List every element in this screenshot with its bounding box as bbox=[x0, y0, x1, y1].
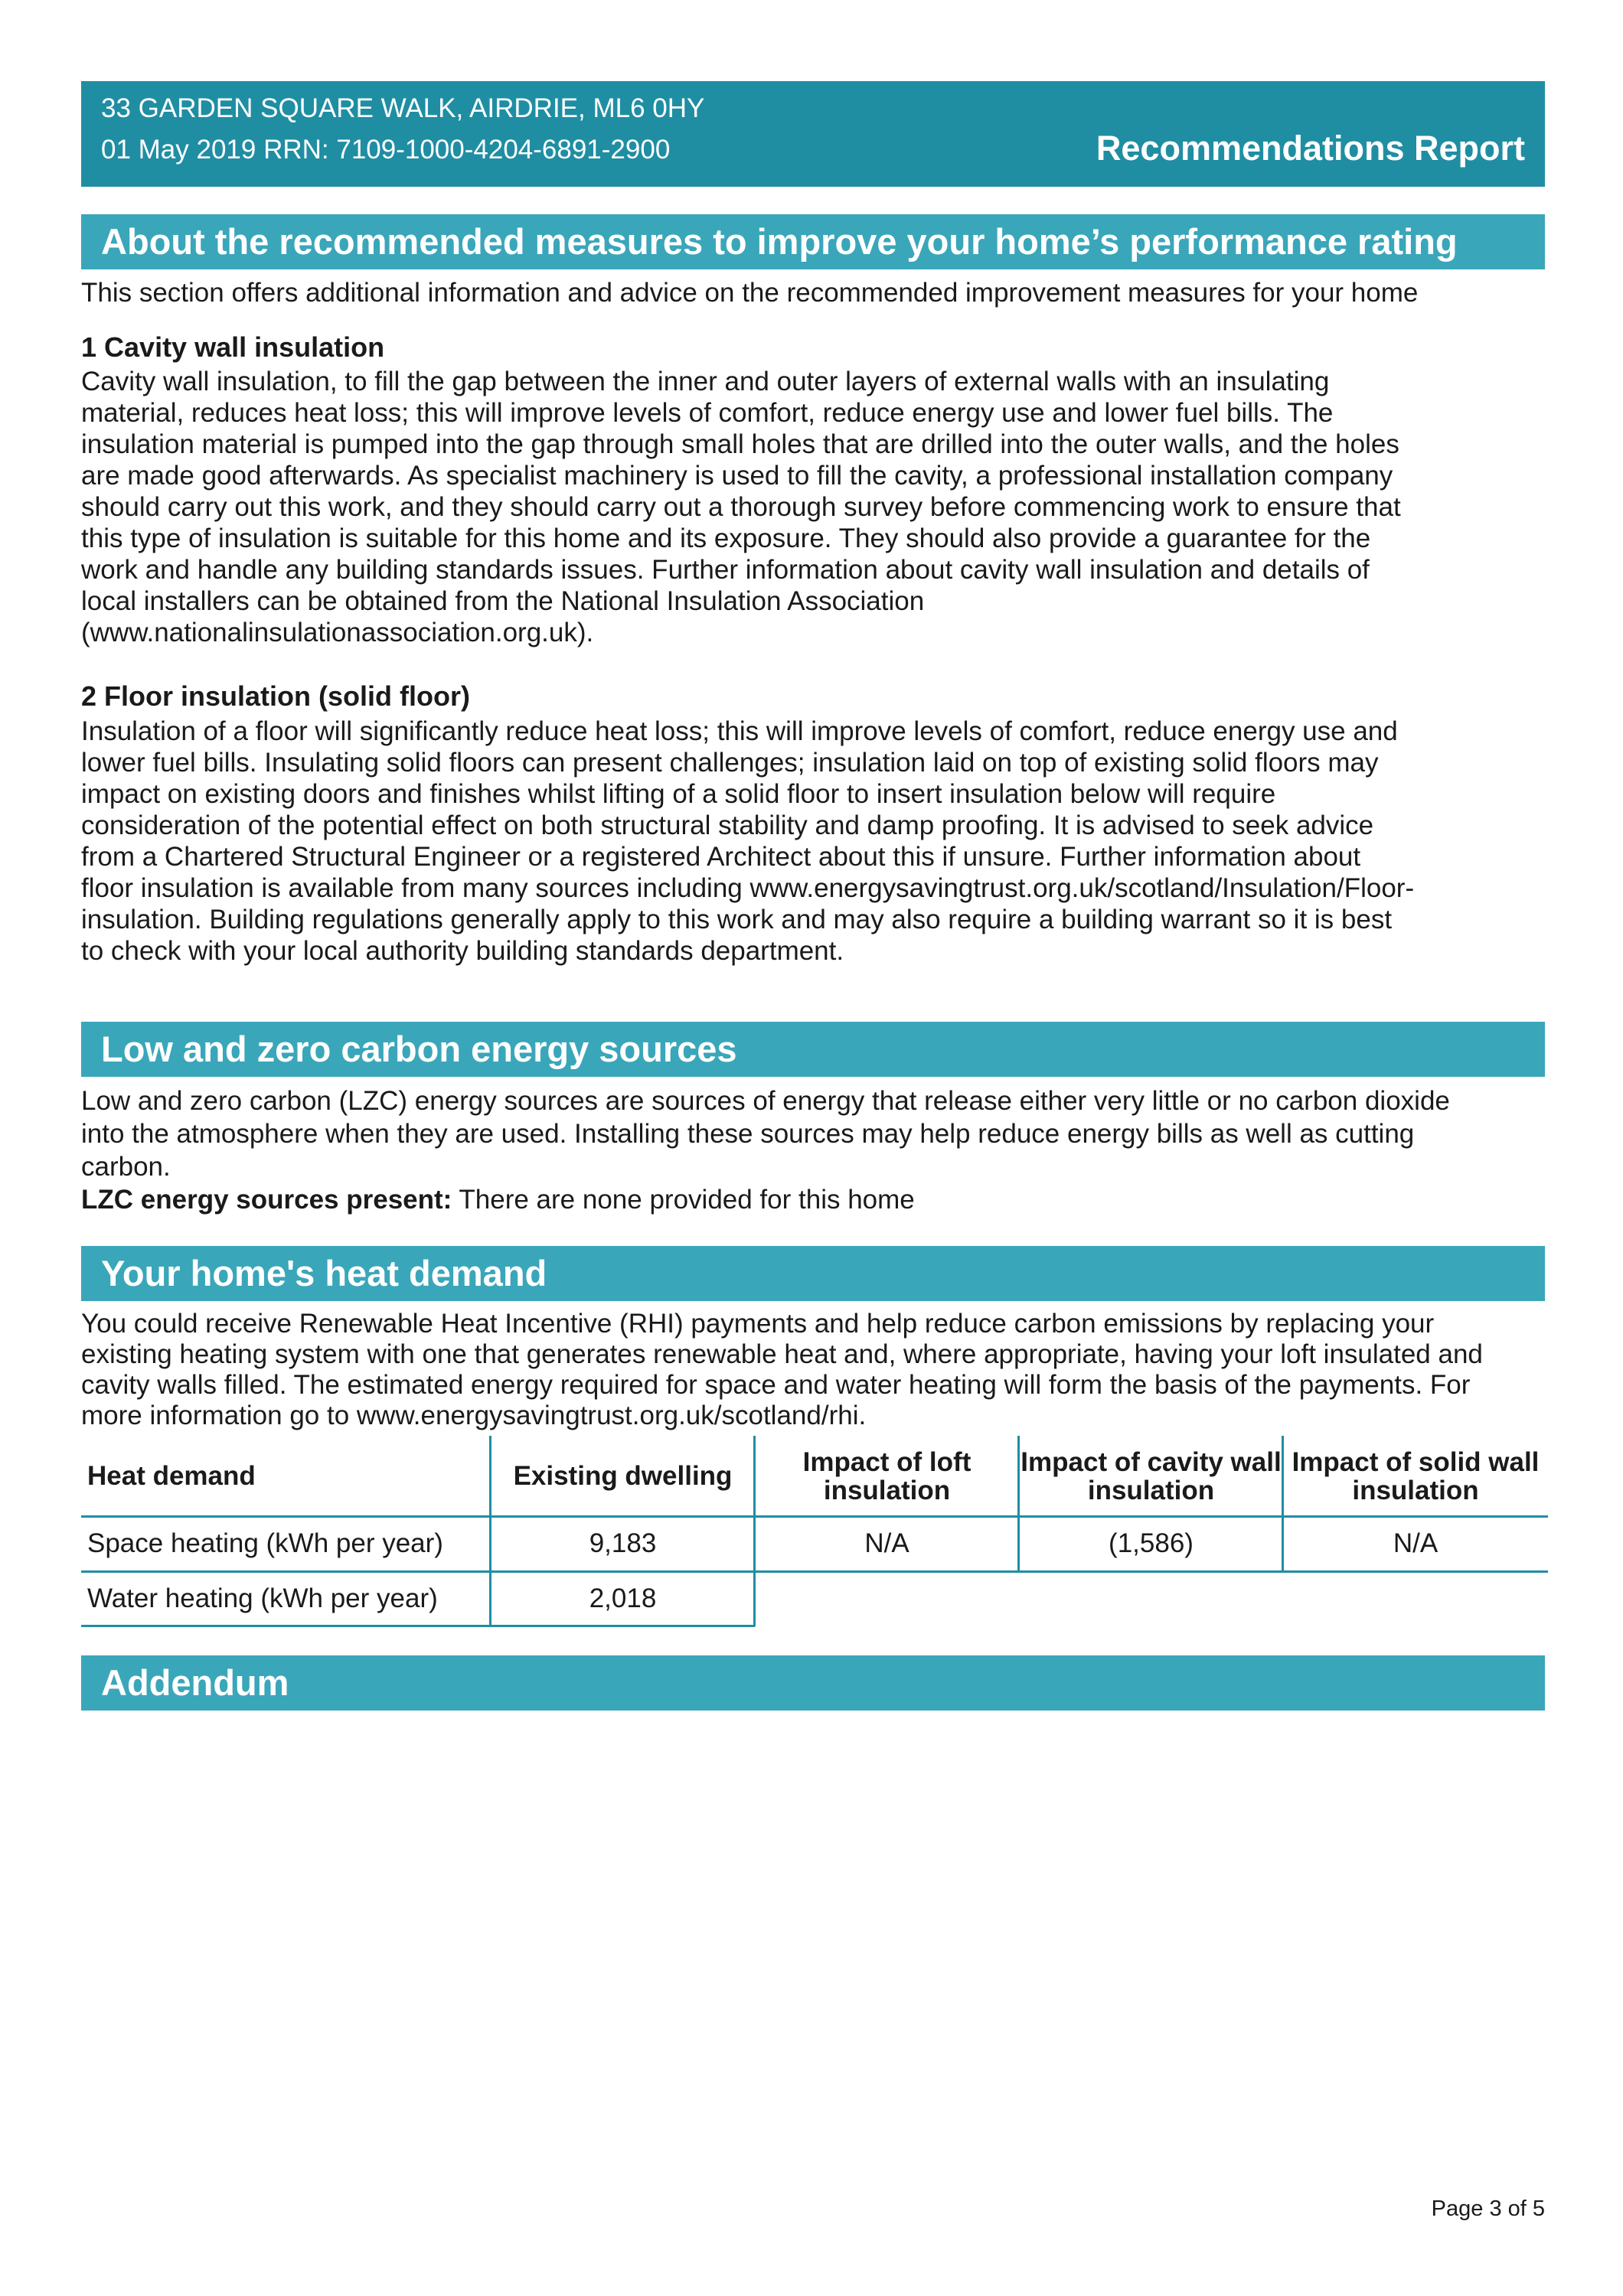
table-divider bbox=[81, 1570, 1548, 1573]
table-divider bbox=[81, 1625, 755, 1627]
table-cell-cavity: (1,586) bbox=[1109, 1528, 1194, 1558]
report-title: Recommendations Report bbox=[1096, 129, 1525, 168]
lzc-present bbox=[81, 1183, 1545, 1216]
lzc-line: carbon. bbox=[81, 1152, 171, 1182]
table-header-loft: Impact of loft insulation bbox=[802, 1446, 972, 1505]
table-divider bbox=[81, 1515, 1548, 1518]
measure-1-line: material, reduces heat loss; this will improve levels of comfort, reduce energy use and lower fuel bills. The bbox=[81, 398, 1334, 428]
measure-1-line: should carry out this work, and they should carry out a thorough survey before commencing work to ensure that bbox=[81, 492, 1401, 522]
table-header-existing: Existing dwelling bbox=[513, 1461, 733, 1491]
heat-line: You could receive Renewable Heat Incentive (RHI) payments and help reduce carbon emissions by replacing your bbox=[81, 1309, 1435, 1339]
table-divider bbox=[489, 1436, 491, 1626]
lzc-line: into the atmosphere when they are used. Installing these sources may help reduce energy bills as well as cutting bbox=[81, 1119, 1415, 1149]
measure-2-line: lower fuel bills. Insulating solid floors can present challenges; insulation laid on top of existing solid floors may bbox=[81, 748, 1379, 778]
measure-1-line: this type of insulation is suitable for this home and its exposure. They should also provide a guarantee for the bbox=[81, 523, 1371, 553]
section-title-measures: About the recommended measures to improve your home’s performance rating bbox=[81, 214, 1545, 269]
measure-1-line: (www.nationalinsulationassociation.org.uk). bbox=[81, 618, 594, 647]
section-title-lzc: Low and zero carbon energy sources bbox=[81, 1022, 1545, 1077]
measures-intro: This section offers additional information and advice on the recommended improvement measures for your home bbox=[81, 278, 1419, 308]
lzc-line: Low and zero carbon (LZC) energy sources are sources of energy that release either very little or no carbon dioxide bbox=[81, 1086, 1450, 1116]
table-cell-solid-wall: N/A bbox=[1393, 1528, 1438, 1558]
property-address: 33 GARDEN SQUARE WALK, AIRDRIE, ML6 0HY bbox=[101, 93, 705, 123]
measure-2-line: floor insulation is available from many sources including www.energysavingtrust.org.uk/scotland/Insulation/Floor- bbox=[81, 873, 1415, 903]
measure-1-heading: 1 Cavity wall insulation bbox=[81, 331, 385, 363]
measure-2-line: impact on existing doors and finishes whilst lifting of a solid floor to insert insulation below will require bbox=[81, 779, 1276, 809]
measure-2-heading: 2 Floor insulation (solid floor) bbox=[81, 680, 470, 712]
section-title-addendum: Addendum bbox=[81, 1655, 1545, 1711]
table-header-solid-wall: Impact of solid wall insulation bbox=[1292, 1446, 1540, 1505]
table-header-cavity: Impact of cavity wall insulation bbox=[1020, 1446, 1282, 1505]
table-cell-existing: 9,183 bbox=[589, 1528, 657, 1558]
table-row-label: Space heating (kWh per year) bbox=[87, 1528, 443, 1558]
measure-1-body bbox=[81, 366, 1545, 648]
heat-line: existing heating system with one that generates renewable heat and, where appropriate, having your loft insulated and bbox=[81, 1339, 1483, 1369]
report-header bbox=[81, 81, 1545, 187]
measure-1-line: insulation material is pumped into the gap through small holes that are drilled into the outer walls, and the holes bbox=[81, 429, 1399, 459]
heat-demand-body bbox=[81, 1309, 1545, 1431]
lzc-present-value: There are none provided for this home bbox=[452, 1185, 915, 1215]
page-number: Page 3 of 5 bbox=[1431, 2197, 1545, 2221]
table-divider bbox=[1017, 1436, 1020, 1571]
measure-2-line: from a Chartered Structural Engineer or a registered Architect about this if unsure. Further information about bbox=[81, 842, 1361, 872]
table-cell-loft: N/A bbox=[864, 1528, 909, 1558]
date-and-rrn: 01 May 2019 RRN: 7109-1000-4204-6891-2900 bbox=[101, 135, 671, 165]
measure-2-line: to check with your local authority building standards department. bbox=[81, 936, 844, 966]
table-header-heat-demand: Heat demand bbox=[87, 1461, 256, 1491]
section-title-heat-demand: Your home's heat demand bbox=[81, 1246, 1545, 1301]
heat-line: cavity walls filled. The estimated energy required for space and water heating will form the basis of the payments. For bbox=[81, 1370, 1471, 1400]
heat-line: more information go to www.energysavingtrust.org.uk/scotland/rhi. bbox=[81, 1401, 867, 1430]
table-row-label: Water heating (kWh per year) bbox=[87, 1583, 438, 1613]
measure-1-line: local installers can be obtained from the National Insulation Association bbox=[81, 586, 925, 616]
measure-1-line: work and handle any building standards issues. Further information about cavity wall insulation and details of bbox=[81, 555, 1370, 585]
lzc-present-label: LZC energy sources present: bbox=[81, 1185, 452, 1215]
measure-2-line: insulation. Building regulations generally apply to this work and may also require a building warrant so it is best bbox=[81, 905, 1393, 934]
measure-1-line: Cavity wall insulation, to fill the gap between the inner and outer layers of external walls with an insulating bbox=[81, 367, 1330, 396]
measure-2-body bbox=[81, 716, 1545, 967]
lzc-body bbox=[81, 1084, 1545, 1216]
heat-demand-table bbox=[81, 1436, 1548, 1635]
measure-2-line: Insulation of a floor will significantly reduce heat loss; this will improve levels of comfort, reduce energy use and bbox=[81, 716, 1398, 746]
measure-1-line: are made good afterwards. As specialist machinery is used to fill the cavity, a professional installation company bbox=[81, 461, 1393, 491]
table-divider bbox=[1282, 1436, 1284, 1571]
measure-2-line: consideration of the potential effect on both structural stability and damp proofing. It is advised to seek advice bbox=[81, 810, 1374, 840]
table-divider bbox=[753, 1436, 756, 1626]
table-cell-existing: 2,018 bbox=[589, 1583, 657, 1613]
